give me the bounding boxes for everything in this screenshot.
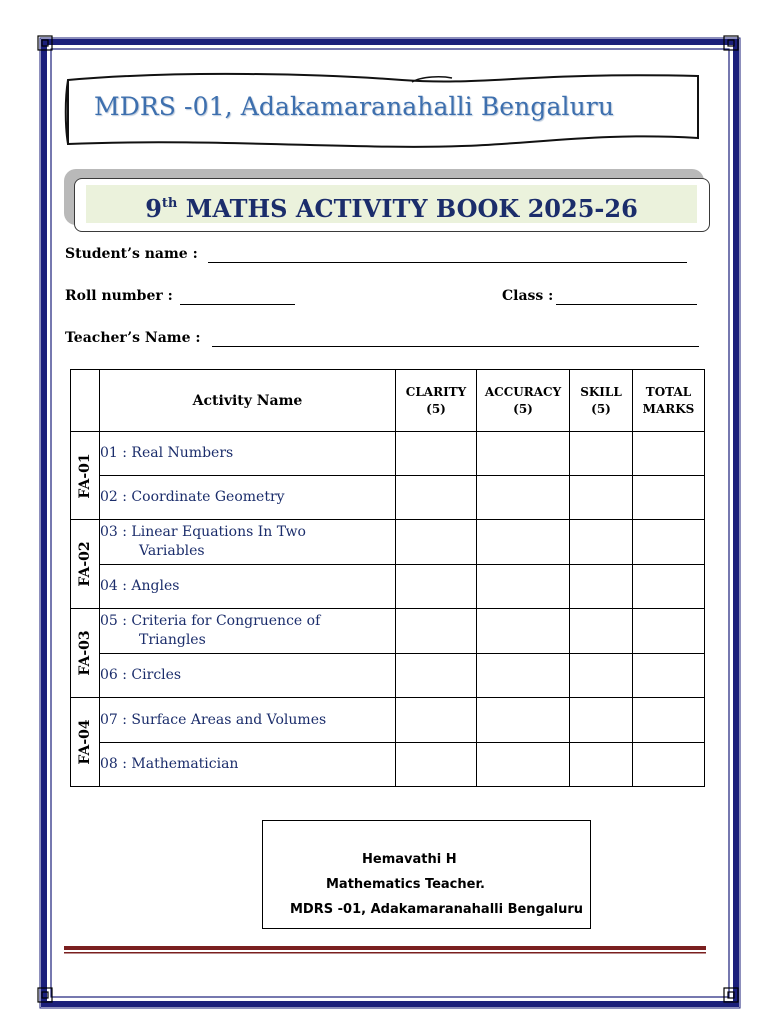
title-grade: 9 bbox=[145, 194, 162, 223]
marks-table bbox=[70, 369, 705, 787]
clarity-cell[interactable] bbox=[396, 743, 477, 787]
total-cell[interactable] bbox=[633, 476, 705, 520]
roll-number-line[interactable] bbox=[180, 304, 295, 305]
table-header-row bbox=[71, 370, 705, 432]
table-row bbox=[71, 565, 705, 609]
activity-name-cell: 03 : Linear Equations In Two Variables bbox=[100, 520, 396, 565]
total-cell[interactable] bbox=[633, 432, 705, 476]
table-body bbox=[71, 432, 705, 787]
table-row bbox=[71, 654, 705, 698]
total-cell[interactable] bbox=[633, 743, 705, 787]
teacher-role: Mathematics Teacher. bbox=[326, 877, 485, 892]
table-row bbox=[71, 476, 705, 520]
accuracy-cell[interactable] bbox=[477, 743, 570, 787]
accuracy-cell[interactable] bbox=[477, 654, 570, 698]
table-row bbox=[71, 743, 705, 787]
clarity-cell[interactable] bbox=[396, 654, 477, 698]
total-cell[interactable] bbox=[633, 698, 705, 743]
skill-cell[interactable] bbox=[570, 609, 633, 654]
table-row bbox=[71, 698, 705, 743]
class-line[interactable] bbox=[556, 304, 697, 305]
accuracy-cell[interactable] bbox=[477, 476, 570, 520]
fa-group-label: FA-03 bbox=[71, 609, 100, 698]
header-skill: SKILL (5) bbox=[570, 370, 633, 432]
accuracy-cell[interactable] bbox=[477, 698, 570, 743]
accuracy-cell[interactable] bbox=[477, 565, 570, 609]
skill-cell[interactable] bbox=[570, 743, 633, 787]
header-group-blank bbox=[71, 370, 100, 432]
class-label: Class : bbox=[502, 288, 554, 304]
title-grade-suffix: th bbox=[161, 196, 178, 211]
total-cell[interactable] bbox=[633, 520, 705, 565]
fa-group-label: FA-04 bbox=[71, 698, 100, 787]
teacher-name-line[interactable] bbox=[212, 346, 699, 347]
table-row bbox=[71, 609, 705, 654]
skill-cell[interactable] bbox=[570, 565, 633, 609]
clarity-cell[interactable] bbox=[396, 432, 477, 476]
skill-cell[interactable] bbox=[570, 654, 633, 698]
skill-cell[interactable] bbox=[570, 476, 633, 520]
clarity-cell[interactable] bbox=[396, 698, 477, 743]
school-banner-title: MDRS -01, Adakamaranahalli Bengaluru bbox=[94, 92, 615, 121]
book-title bbox=[86, 185, 697, 223]
header-total-marks: TOTAL MARKS bbox=[633, 370, 705, 432]
fa-group-label: FA-01 bbox=[71, 432, 100, 520]
activity-name-cell: 06 : Circles bbox=[100, 654, 396, 698]
teacher-name-label: Teacher’s Name : bbox=[65, 330, 201, 346]
total-cell[interactable] bbox=[633, 609, 705, 654]
total-cell[interactable] bbox=[633, 565, 705, 609]
header-clarity: CLARITY (5) bbox=[396, 370, 477, 432]
accuracy-cell[interactable] bbox=[477, 432, 570, 476]
activity-name-cell: 01 : Real Numbers bbox=[100, 432, 396, 476]
student-name-line[interactable] bbox=[208, 262, 687, 263]
clarity-cell[interactable] bbox=[396, 476, 477, 520]
clarity-cell[interactable] bbox=[396, 565, 477, 609]
fa-group-label: FA-02 bbox=[71, 520, 100, 609]
clarity-cell[interactable] bbox=[396, 609, 477, 654]
skill-cell[interactable] bbox=[570, 432, 633, 476]
header-accuracy: ACCURACY (5) bbox=[477, 370, 570, 432]
accuracy-cell[interactable] bbox=[477, 609, 570, 654]
title-main: MATHS ACTIVITY BOOK 2025-26 bbox=[177, 194, 638, 223]
activity-name-cell: 02 : Coordinate Geometry bbox=[100, 476, 396, 520]
bottom-divider bbox=[64, 946, 706, 955]
teacher-school: MDRS -01, Adakamaranahalli Bengaluru bbox=[290, 902, 584, 917]
activity-name-cell: 05 : Criteria for Congruence of Triangles bbox=[100, 609, 396, 654]
header-activity-name: Activity Name bbox=[100, 370, 396, 432]
roll-number-label: Roll number : bbox=[65, 288, 173, 304]
student-name-label: Student’s name : bbox=[65, 246, 198, 262]
teacher-name: Hemavathi H bbox=[362, 852, 457, 867]
activity-name-cell: 04 : Angles bbox=[100, 565, 396, 609]
table-row bbox=[71, 432, 705, 476]
skill-cell[interactable] bbox=[570, 698, 633, 743]
total-cell[interactable] bbox=[633, 654, 705, 698]
activity-name-cell: 08 : Mathematician bbox=[100, 743, 396, 787]
accuracy-cell[interactable] bbox=[477, 520, 570, 565]
activity-name-cell: 07 : Surface Areas and Volumes bbox=[100, 698, 396, 743]
skill-cell[interactable] bbox=[570, 520, 633, 565]
clarity-cell[interactable] bbox=[396, 520, 477, 565]
table-row bbox=[71, 520, 705, 565]
